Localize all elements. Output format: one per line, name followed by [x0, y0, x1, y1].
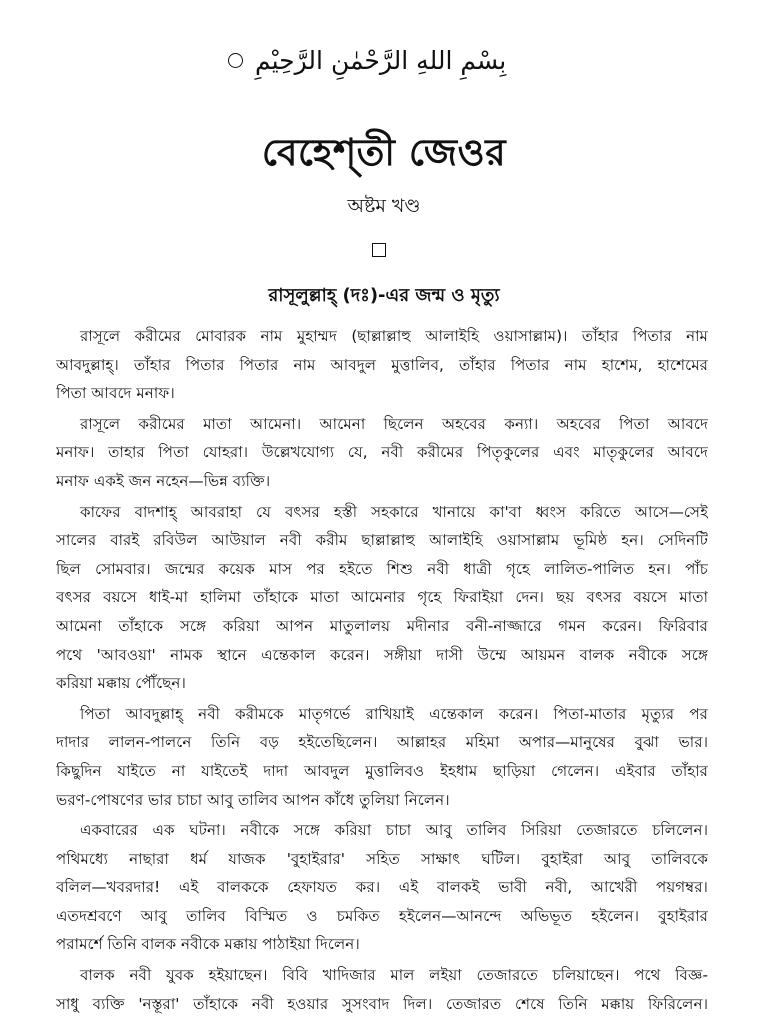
text-line: মনাফ। তাহার পিতা যোহরা। উল্লেখযোগ্য যে, নবী করীমের পিতৃকুলের এবং মাতৃকুলের আবদে — [56, 443, 708, 462]
paragraph — [56, 498, 708, 698]
paragraph — [56, 961, 708, 1018]
text-line: পথে 'আবওয়া' নামক স্থানে এন্তেকাল করেন। সঙ্গীয়া দাসী উম্মে আয়মন বালক নবীকে সঙ্গে — [56, 645, 708, 664]
chapter-heading: রাসূলুল্লাহ্‌ (দঃ)-এর জন্ম ও মৃত্যু — [268, 285, 500, 306]
text-line: ভরণ-পোষণের ভার চাচা আবু তালিব আপন কাঁধে তুলিয়া নিলেন। — [56, 790, 450, 809]
paragraph — [56, 816, 708, 959]
text-line: পথিমধ্যে নাছারা ধর্ম যাজক 'বুহাইরার' সহিত সাক্ষাৎ ঘটিল। বুহাইরা আবু তালিবকে — [56, 849, 708, 868]
book-title: বেহেশ্‌তী জেওর — [261, 131, 507, 174]
text-line: একবারের এক ঘটনা। নবীকে সঙ্গে করিয়া চাচা আবু তালিব সিরিয়া তেজারতে চলিলেন। — [80, 821, 708, 840]
text-line: আবদুল্লাহ্‌। তাঁহার পিতার পিতার নাম আবদুল মুত্তালিব, তাঁহার পিতার নাম হাশেম, হাশেমের — [56, 355, 708, 374]
text-line: বলিল—খবরদার! এই বালককে হেফাযত কর। এই বালকই ভাবী নবী, আখেরী পয়গম্বর। — [56, 878, 708, 897]
text-line: কাফের বাদশাহ্‌ আবরাহা যে বৎসর হস্তী সহকারে খানায়ে কা'বা ধ্বংস করিতে আসে—সেই — [80, 502, 708, 521]
bismillah-text: بِسْمِ اللهِ الرَّحْمٰنِ الرَّحِيْمِ — [255, 45, 507, 75]
text-line: বৎসর বয়সে ধাই-মা হালিমা তাঁহাকে মাতা আমেনার গৃহে ফিরাইয়া দেন। ছয় বৎসর বয়সে মাতা — [56, 588, 708, 607]
text-line: আমেনা তাঁহাকে সঙ্গে করিয়া আপন মাতুলালয় মদীনার বনী-নাজ্জারে গমন করেন। ফিরিবার — [56, 616, 708, 635]
text-line: কিছুদিন যাইতে না যাইতেই দাদা আবদুল মুত্তালিবও ইহধাম ছাড়িয়া গেলেন। এইবার তাঁহার — [56, 761, 708, 780]
bismillah-line — [228, 38, 548, 82]
text-line: পরামর্শে তিনি বালক নবীকে মক্কায় পাঠাইয়া দিলেন। — [56, 935, 360, 954]
text-line: সালের বারই রবিউল আউয়াল নবী করীম ছাল্লাল্লাহু আলাইহি ওয়াসাল্লাম ভূমিষ্ঠ হন। সেদিনটি — [56, 531, 708, 550]
square-ornament-icon — [372, 243, 386, 257]
text-line: বালক নবী যুবক হইয়াছেন। বিবি খাদিজার মাল লইয়া তেজারতে চলিয়াছেন। পথে বিজ্ঞ- — [80, 966, 708, 985]
text-line: এতদশ্রবণে আবু তালিব বিস্মিত ও চমকিত হইলেন—আনন্দে অভিভূত হইলেন। বুহাইরার — [56, 906, 708, 925]
text-line: রাসূলে করীমের মোবারক নাম মুহাম্মদ (ছাল্লাল্লাহু আলাইহি ওয়াসাল্লাম)। তাঁহার পিতার নাম — [80, 327, 708, 345]
paragraph — [56, 700, 708, 814]
text-line: পিতা আবদে মনাফ। — [56, 384, 175, 403]
text-line: পিতা আবদুল্লাহ্‌ নবী করীমকে মাতৃগর্ভে রাখিয়াই এন্তেকাল করেন। পিতা-মাতার মৃত্যুর পর — [80, 704, 708, 723]
volume-subtitle: অষ্টম খণ্ড — [347, 195, 421, 217]
circle-ornament-icon — [228, 53, 243, 68]
text-line: রাসূলে করীমের মাতা আমেনা। আমেনা ছিলেন অহবের কন্যা। অহবের পিতা আবদে — [80, 414, 708, 433]
text-line: করিয়া মক্কায় পৌঁছেন। — [56, 674, 186, 693]
text-line: দাদার লালন-পালনে তিনি বড় হইতেছিলেন। আল্লাহর মহিমা অপার—মানুষের বুঝা ভার। — [56, 733, 708, 752]
paragraph — [56, 322, 708, 408]
paragraph — [56, 410, 708, 496]
text-line: সাধু ব্যক্তি 'নস্তূরা' তাঁহাকে নবী হওয়ার সুসংবাদ দিল। তেজারত শেষে তিনি মক্কায় ফিরিলেন। — [56, 994, 708, 1013]
body-text — [56, 322, 708, 1020]
text-line: মনাফ একই জন নহেন—ভিন্ন ব্যক্তি। — [56, 471, 271, 490]
text-line: ছিল সোমবার। জন্মের কয়েক মাস পর হইতে শিশু নবী ধাত্রী গৃহে লালিত-পালিত হন। পাঁচ — [56, 559, 708, 578]
